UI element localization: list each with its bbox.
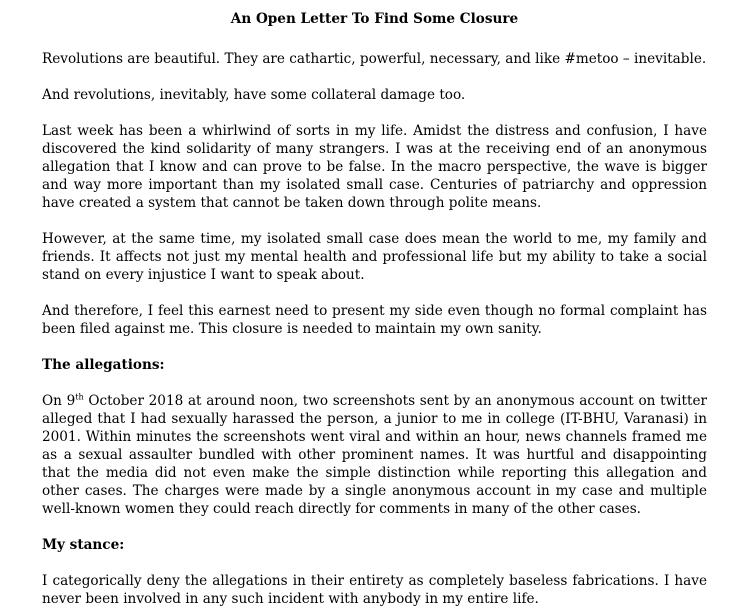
allegations-text: October 2018 at around noon, two screenshots sent by an anonymous account on twitter alleged that I had sexually harassed the person, a junior to me in college (IT-BHU, Varanasi) in 2001. Within minutes the screenshots went viral and within an hour, news channels framed me as a sexual assaulter bundled with other prominent names. It was hurtful and disappointing that the media did not even make the simple distinction while reporting this allegation and other cases. The charges were made by a single anonymous account in my case and multiple well-known women they could reach directly for comments in many of the other cases.	[42, 393, 707, 517]
paragraph-therefore: And therefore, I feel this earnest need to present my side even though no formal complaint has been filed against me. This closure is needed to maintain my own sanity.	[42, 303, 707, 337]
paragraph-revolutions: Revolutions are beautiful. They are cathartic, powerful, necessary, and like #metoo – inevitable.	[42, 51, 707, 67]
paragraph-last-week: Last week has been a whirlwind of sorts in my life. Amidst the distress and confusion, I have discovered the kind solidarity of many strangers. I was at the receiving end of an anonymous allegation that I know and can prove to be false. In the macro perspective, the wave is bigger and way more important than my isolated small case. Centuries of patriarchy and oppression have created a system that cannot be taken down through polite means.	[42, 123, 707, 211]
allegations-date-start: On 9	[42, 393, 76, 409]
heading-allegations: The allegations:	[42, 357, 165, 373]
paragraph-however: However, at the same time, my isolated small case does mean the world to me, my family and friends. It affects not just my mental health and professional life but my ability to take a social stand on every injustice I want to speak about.	[42, 231, 707, 283]
ordinal-suffix: th	[75, 392, 84, 402]
paragraph-stance: I categorically deny the allegations in their entirety as completely baseless fabrications. I have never been involved in any such incident with anybody in my entire life.	[42, 573, 707, 607]
paragraph-collateral-damage: And revolutions, inevitably, have some collateral damage too.	[42, 87, 466, 103]
heading-stance: My stance:	[42, 537, 125, 553]
document-title: An Open Letter To Find Some Closure	[230, 11, 519, 27]
paragraph-allegations	[42, 392, 707, 518]
